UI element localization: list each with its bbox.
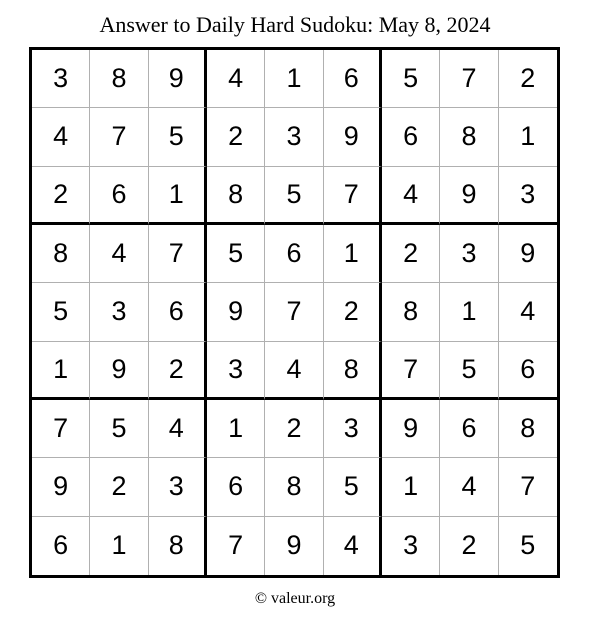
sudoku-cell-r4c4: 5 — [207, 225, 265, 283]
sudoku-cell-r6c8: 5 — [440, 342, 498, 400]
sudoku-cell-r5c9: 4 — [499, 283, 557, 341]
sudoku-cell-r7c6: 3 — [324, 400, 382, 458]
sudoku-cell-r2c9: 1 — [499, 108, 557, 166]
sudoku-cell-r4c1: 8 — [32, 225, 90, 283]
sudoku-cell-r3c1: 2 — [32, 167, 90, 225]
sudoku-cell-r9c1: 6 — [32, 517, 90, 575]
sudoku-cell-r7c9: 8 — [499, 400, 557, 458]
sudoku-cell-r9c6: 4 — [324, 517, 382, 575]
sudoku-cell-r5c1: 5 — [32, 283, 90, 341]
sudoku-cell-r1c6: 6 — [324, 50, 382, 108]
sudoku-cell-r1c2: 8 — [90, 50, 148, 108]
sudoku-cell-r4c2: 4 — [90, 225, 148, 283]
sudoku-cell-r8c6: 5 — [324, 458, 382, 516]
sudoku-cell-r3c2: 6 — [90, 167, 148, 225]
sudoku-cell-r2c1: 4 — [32, 108, 90, 166]
sudoku-cell-r4c8: 3 — [440, 225, 498, 283]
sudoku-cell-r8c5: 8 — [265, 458, 323, 516]
sudoku-cell-r6c9: 6 — [499, 342, 557, 400]
sudoku-cell-r7c7: 9 — [382, 400, 440, 458]
sudoku-cell-r9c5: 9 — [265, 517, 323, 575]
sudoku-cell-r3c3: 1 — [149, 167, 207, 225]
sudoku-cell-r2c5: 3 — [265, 108, 323, 166]
sudoku-cell-r2c3: 5 — [149, 108, 207, 166]
sudoku-cell-r2c6: 9 — [324, 108, 382, 166]
sudoku-cell-r5c6: 2 — [324, 283, 382, 341]
sudoku-cell-r5c8: 1 — [440, 283, 498, 341]
sudoku-cell-r6c5: 4 — [265, 342, 323, 400]
sudoku-cell-r8c9: 7 — [499, 458, 557, 516]
sudoku-cell-r8c2: 2 — [90, 458, 148, 516]
sudoku-cell-r1c9: 2 — [499, 50, 557, 108]
sudoku-cell-r8c1: 9 — [32, 458, 90, 516]
sudoku-cell-r5c4: 9 — [207, 283, 265, 341]
sudoku-cell-r9c3: 8 — [149, 517, 207, 575]
sudoku-cell-r4c9: 9 — [499, 225, 557, 283]
sudoku-cell-r6c1: 1 — [32, 342, 90, 400]
sudoku-cell-r8c8: 4 — [440, 458, 498, 516]
sudoku-cell-r5c5: 7 — [265, 283, 323, 341]
copyright-footer: © valeur.org — [254, 590, 336, 607]
sudoku-cell-r6c3: 2 — [149, 342, 207, 400]
sudoku-cell-r1c4: 4 — [207, 50, 265, 108]
sudoku-cell-r3c4: 8 — [207, 167, 265, 225]
sudoku-cell-r2c8: 8 — [440, 108, 498, 166]
sudoku-cell-r7c4: 1 — [207, 400, 265, 458]
sudoku-cell-r2c4: 2 — [207, 108, 265, 166]
sudoku-cell-r3c6: 7 — [324, 167, 382, 225]
sudoku-cell-r9c2: 1 — [90, 517, 148, 575]
sudoku-cell-r4c6: 1 — [324, 225, 382, 283]
sudoku-cell-r6c6: 8 — [324, 342, 382, 400]
sudoku-cell-r2c7: 6 — [382, 108, 440, 166]
sudoku-cell-r1c5: 1 — [265, 50, 323, 108]
sudoku-cell-r3c9: 3 — [499, 167, 557, 225]
sudoku-cell-r6c2: 9 — [90, 342, 148, 400]
sudoku-cell-r2c2: 7 — [90, 108, 148, 166]
sudoku-cell-r1c7: 5 — [382, 50, 440, 108]
sudoku-cell-r7c1: 7 — [32, 400, 90, 458]
sudoku-cell-r7c2: 5 — [90, 400, 148, 458]
page-title: Answer to Daily Hard Sudoku: May 8, 2024 — [99, 12, 491, 37]
sudoku-cell-r3c5: 5 — [265, 167, 323, 225]
sudoku-cell-r1c8: 7 — [440, 50, 498, 108]
sudoku-cell-r7c3: 4 — [149, 400, 207, 458]
sudoku-cell-r8c3: 3 — [149, 458, 207, 516]
sudoku-cell-r3c8: 9 — [440, 167, 498, 225]
sudoku-cell-r6c4: 3 — [207, 342, 265, 400]
sudoku-cell-r9c7: 3 — [382, 517, 440, 575]
sudoku-board — [29, 47, 560, 578]
sudoku-cell-r5c7: 8 — [382, 283, 440, 341]
sudoku-cell-r7c8: 6 — [440, 400, 498, 458]
sudoku-cell-r1c3: 9 — [149, 50, 207, 108]
sudoku-cell-r6c7: 7 — [382, 342, 440, 400]
sudoku-cell-r9c8: 2 — [440, 517, 498, 575]
sudoku-cell-r5c3: 6 — [149, 283, 207, 341]
sudoku-cell-r7c5: 2 — [265, 400, 323, 458]
sudoku-cell-r9c9: 5 — [520, 530, 536, 561]
sudoku-cell-r5c2: 3 — [90, 283, 148, 341]
sudoku-cell-r9c4: 7 — [207, 517, 265, 575]
sudoku-cell-r3c7: 4 — [382, 167, 440, 225]
sudoku-cell-r1c1: 3 — [32, 50, 90, 108]
sudoku-cell-r8c7: 1 — [382, 458, 440, 516]
sudoku-cell-r8c4: 6 — [207, 458, 265, 516]
sudoku-cell-r4c3: 7 — [149, 225, 207, 283]
sudoku-cell-r4c7: 2 — [382, 225, 440, 283]
sudoku-cell-r4c5: 6 — [265, 225, 323, 283]
